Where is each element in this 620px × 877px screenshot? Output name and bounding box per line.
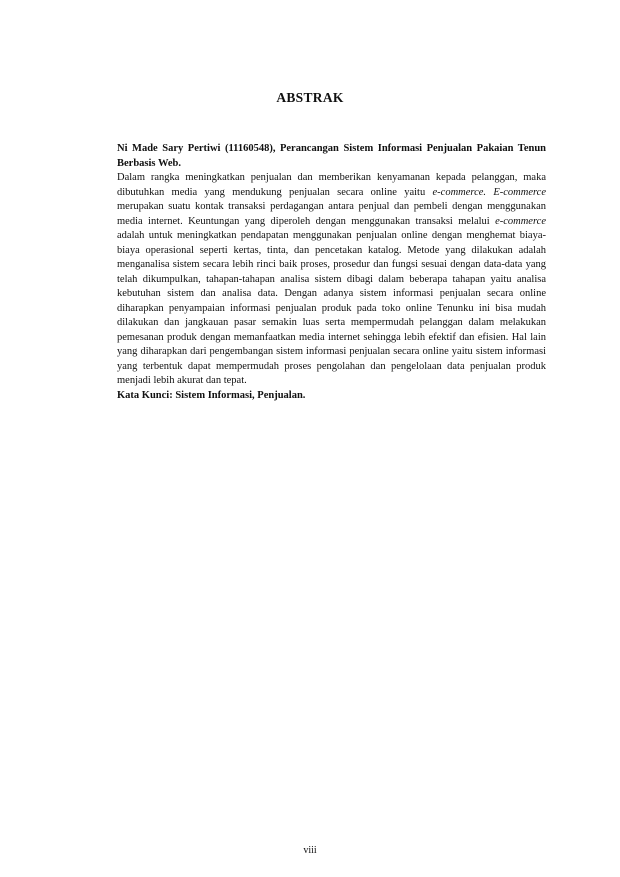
keywords: Kata Kunci: Sistem Informasi, Penjualan. <box>117 389 306 401</box>
abstract-text-segment-italic: e-commerce <box>495 215 546 227</box>
abstract-text-segment: merupakan suatu kontak transaksi perdagangan antara penjual dan pembeli dengan menggunakan media internet. Keuntungan yang diperoleh dengan menggunakan transaksi melalui <box>117 201 546 227</box>
page-number: viii <box>303 845 317 856</box>
abstract-text-segment-italic: e-commerce. E-commerce <box>432 186 547 198</box>
abstract-text-segment: adalah untuk meningkatkan pendapatan menggunakan penjualan online dengan menghemat biaya-biaya operasional seperti kertas, tinta, dan pencetakan katalog. Metode yang dilakukan adalah menganalisa sistem secara lebih rinci baik proses, prosedur dan fungsi sesuai dengan data-data yang telah dikumpulkan, tahapan-tahapan analisa sistem dibagi dalam beberapa tahapan yaitu analisa kebutuhan sistem dan analisa data. Dengan adanya sistem informasi penjualan secara online diharapkan penyampaian informasi penjualan produk pada toko online Tenunku ini bisa mudah dilakukan dan jangkauan pasar semakin luas serta mempermudah pelanggan dalam melakukan pemesanan produk dengan memanfaatkan media internet sehingga lebih efektif dan efisien. Hal lain yang diharapkan dari pengembangan sistem informasi penjualan secara online yaitu sistem informasi yang terbentuk dapat mempermudah proses pengolahan dan pengelolaan data penjualan produk menjadi lebih akurat dan tepat. <box>117 230 546 386</box>
abstract-content <box>117 142 546 403</box>
abstract-text-segment: Dalam rangka meningkatkan penjualan dan memberikan kenyamanan kepada pelanggan, maka dibutuhkan media yang mendukung penjualan secara online yaitu <box>117 172 546 198</box>
abstract-body <box>117 171 546 389</box>
page-title: ABSTRAK <box>276 90 344 105</box>
author-title-heading: Ni Made Sary Pertiwi (11160548), Perancangan Sistem Informasi Penjualan Pakaian Tenun Berbasis Web. <box>117 143 546 169</box>
